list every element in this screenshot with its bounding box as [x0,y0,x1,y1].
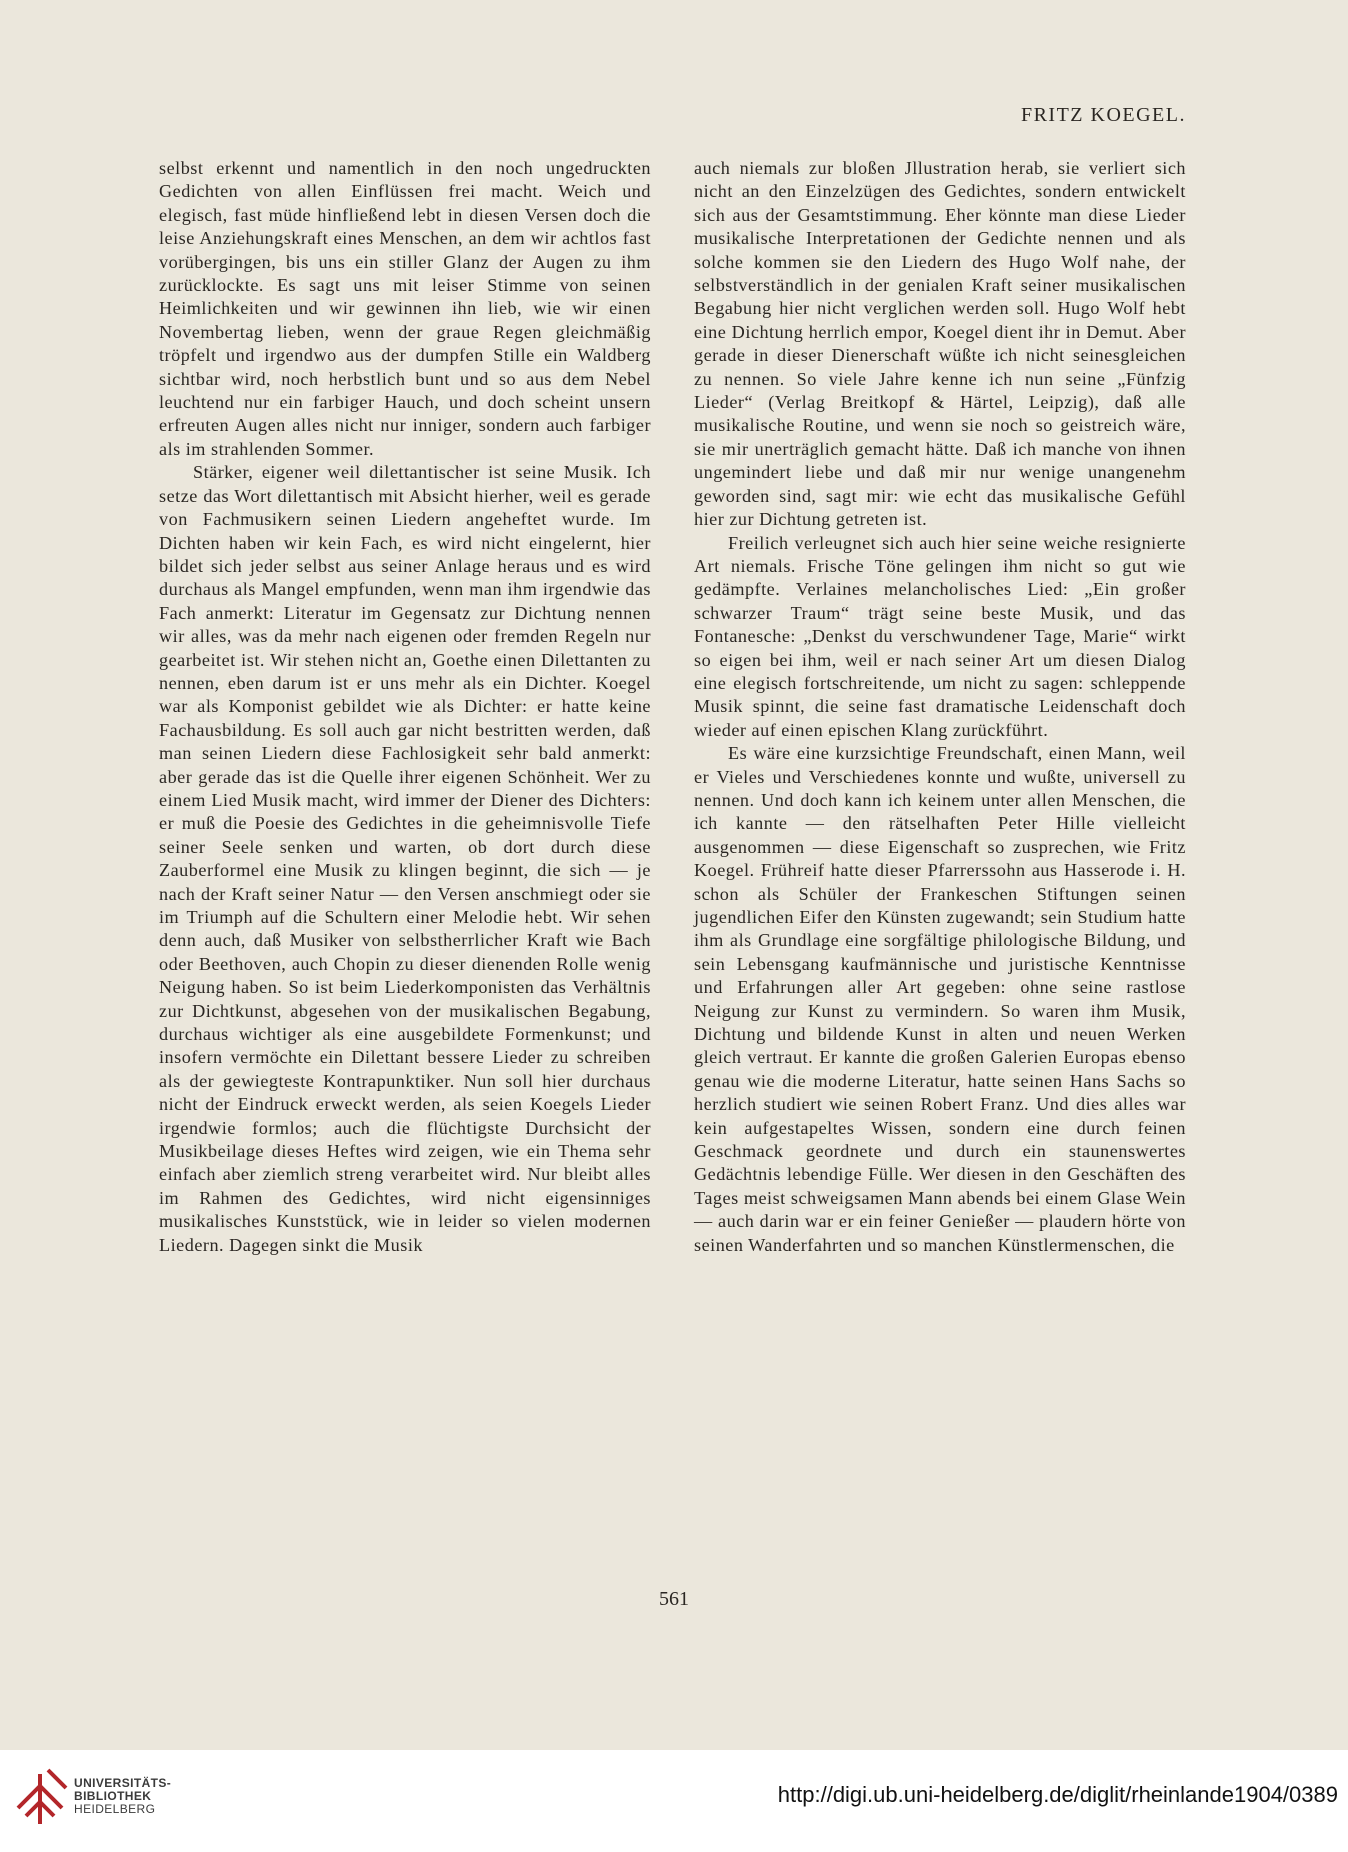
library-line: BIBLIOTHEK [74,1789,152,1803]
library-line: UNIVERSITÄTS- [74,1776,172,1790]
paragraph: selbst erkennt und namentlich in den noch ungedruckten Gedichten von allen Einflüssen frei macht. Weich und elegisch, fast müde hinfließend lebt in diesen Versen doch die leise Anziehungskraft eines Menschen, an dem wir achtlos fast vorübergingen, bis uns ein stiller Glanz der Augen zu ihm zurücklockte. Es sagt uns mit leiser Stimme von seinen Heimlichkeiten und wir gewinnen ihn lieb, wie wir einen Novembertag lieben, wenn der graue Regen gleichmäßig tröpfelt und irgendwo aus der dumpfen Stille ein Waldberg sichtbar wird, noch herbstlich bunt und so aus dem Nebel leuchtend nur ein farbiger Hauch, und doch scheint unsern erfreuten Augen alles nicht nur inniger, sondern auch farbiger als im strahlenden Sommer. [159,158,651,459]
paragraph: Stärker, eigener weil dilettantischer ist seine Musik. Ich setze das Wort dilettantisch mit Absicht hierher, weil es gerade von Fachmusikern seinen Liedern angeheftet wurde. Im Dichten haben wir kein Fach, es wird nicht eingelernt, hier bildet sich jeder selbst aus seiner Anlage heraus und es wird durchaus als Mangel empfunden, wenn man ihm irgendwie das Fach anmerkt: Literatur im Gegensatz zur Dichtung nennen wir alles, was da mehr nach eigenen oder fremden Regeln nur gearbeitet ist. Wir stehen nicht an, Goethe einen Dilettanten zu nennen, eben darum ist er uns mehr als ein Dichter. Koegel war als Komponist gebildet wie als Dichter: er hatte keine Fachausbildung. Es soll auch gar nicht bestritten werden, daß man seinen Liedern diese Fachlosigkeit sehr bald anmerkt: aber gerade das ist die Quelle ihrer eigenen Schönheit. Wer zu einem Lied Musik macht, wird immer der Diener des Dichters: er muß die Poesie des Gedichtes in die geheimnisvolle Tiefe seiner Seele senken und warten, ob dort durch diese Zauberformel eine Musik zu klingen beginnt, die sich — je nach der Kraft seiner Natur — den Versen anschmiegt oder sie im Triumph auf die Schultern einer Melodie hebt. Wir sehen denn auch, daß Musiker von selbstherrlicher Kraft wie Bach oder Beethoven, auch Chopin zu dieser dienenden Rolle wenig Neigung haben. So ist beim Liederkomponisten das Verhältnis zur Dichtkunst, abgesehen von der musikalischen Begabung, durchaus wichtiger als eine ausgebildete Formenkunst; und insofern vermöchte ein Dilettant bessere Lieder zu schreiben als der gewiegteste Kontrapunktiker. Nun soll hier durchaus nicht der Eindruck erweckt werden, als seien Koegels Lieder irgendwie formlos; auch die flüchtigste Durchsicht der Musikbeilage dieses Heftes wird zeigen, wie ein Thema sehr einfach aber ziemlich streng verarbeitet wird. Nur bleibt alles im Rahmen des Gedichtes, wird nicht eigensinniges musikalisches Kunststück, wie in leider so vielen modernen Liedern. Dagegen sinkt die Musik [159,462,651,1255]
paragraph: auch niemals zur bloßen Jllustration herab, sie verliert sich nicht an den Einzelzügen des Gedichtes, sondern entwickelt sich aus der Gesamtstimmung. Eher könnte man diese Lieder musikalische Interpretationen der Gedichte nennen und als solche kommen sie den Liedern des Hugo Wolf nahe, der selbstverständlich in der genialen Kraft seiner musikalischen Begabung hier nicht verglichen werden soll. Hugo Wolf hebt eine Dichtung herrlich empor, Koegel dient ihr in Demut. Aber gerade in dieser Dienerschaft wüßte ich nicht seinesgleichen zu nennen. So viele Jahre kenne ich nun seine „Fünfzig Lieder“ (Verlag Breitkopf & Härtel, Leipzig), daß alle musikalische Routine, und wenn sie noch so geistreich wäre, sie mir unerträglich gemacht hätte. Daß ich manche von ihnen ungemindert liebe und daß mir nur wenige unangenehm geworden sind, sagt mir: wie echt das musikalische Gefühl hier zur Dichtung getreten ist. [694,158,1186,530]
right-column [694,157,1186,1257]
digitization-footer [0,1750,1348,1852]
page-number: 561 [659,1588,689,1610]
library-name [74,1777,171,1816]
left-column [159,157,651,1257]
paragraph: Es wäre eine kurzsichtige Freundschaft, einen Mann, weil er Vieles und Verschiedenes konnte und wußte, universell zu nennen. Und doch kann ich keinem unter allen Menschen, die ich kannte — den rätselhaften Peter Hille vielleicht ausgenommen — diese Eigenschaft so zusprechen, wie Fritz Koegel. Frühreif hatte dieser Pfarrerssohn aus Hasserode i. H. schon als Schüler der Frankeschen Stiftungen seinen jugendlichen Eifer den Künsten zugewandt; sein Studium hatte ihm als Grundlage eine sorgfältige philologische Bildung, und sein Lebensgang kaufmännische und juristische Kenntnisse und Erfahrungen aller Art gegeben: ohne seine rastlose Neigung zur Kunst zu vermindern. So waren ihm Musik, Dichtung und bildende Kunst in alten und neuen Werken gleich vertraut. Er kannte die großen Galerien Europas ebenso genau wie die moderne Literatur, hatte seinen Hans Sachs so herzlich studiert wie seinen Robert Franz. Und dies alles war kein aufgestapeltes Wissen, sondern eine durch feinen Geschmack geordnete und durch ein staunenswertes Gedächtnis lebendige Fülle. Wer diesen in den Geschäften des Tages meist schweigsamen Mann abends bei einem Glase Wein — auch darin war er ein feiner Genießer — plaudern hörte von seinen Wanderfahrten und so manchen Künstlermenschen, die [694,743,1186,1255]
running-title: FRITZ KOEGEL. [1020,104,1186,126]
ub-heidelberg-logo-icon [14,1764,70,1828]
paragraph: Freilich verleugnet sich auch hier seine weiche resignierte Art niemals. Frische Töne gelingen ihm nicht so gut wie gedämpfte. Verlaines melancholisches Lied: „Ein großer schwarzer Traum“ trägt seine beste Musik, und das Fontanesche: „Denkst du verschwundener Tage, Marie“ wirkt so eigen bei ihm, weil er nach seiner Art um diesen Dialog eine elegisch fortschreitende, um nicht zu sagen: schleppende Musik spinnt, die seine fast dramatische Leidenschaft doch wieder auf einen epischen Klang zurückführt. [694,532,1186,740]
library-line: HEIDELBERG [74,1802,156,1816]
source-url-link[interactable]: http://digi.ub.uni-heidelberg.de/diglit/rheinlande1904/0389 [777,1782,1338,1807]
